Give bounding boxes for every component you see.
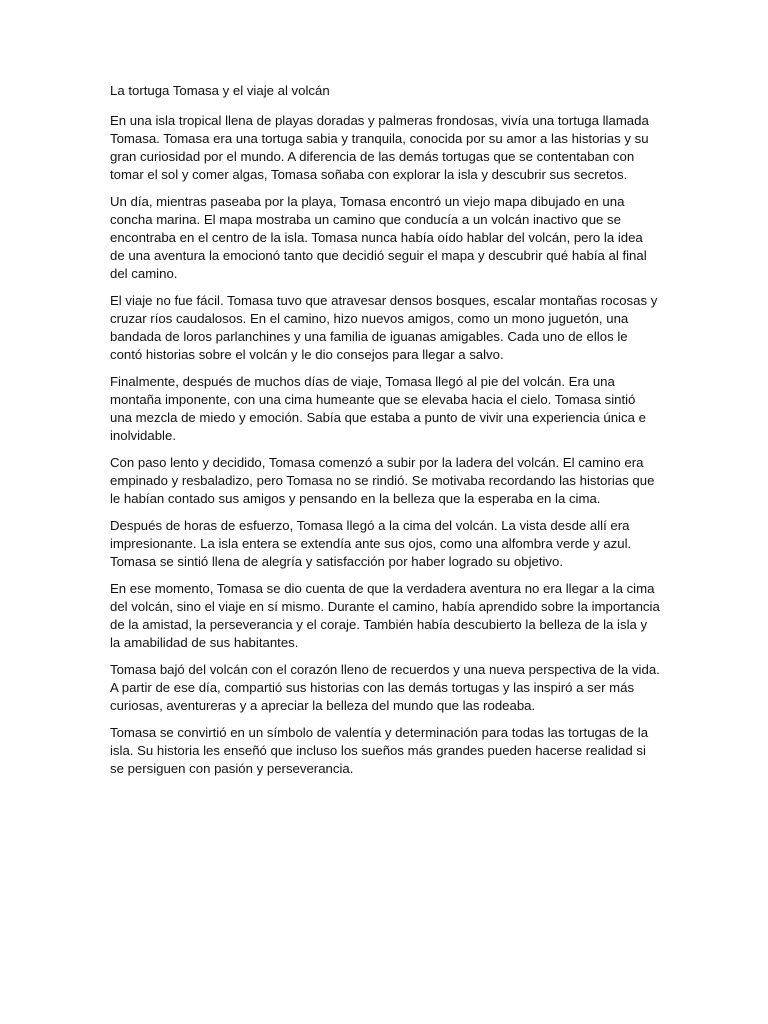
paragraph-5: Con paso lento y decidido, Tomasa comenzó a subir por la ladera del volcán. El camino era empinado y resbaladizo, pero Tomasa no se rindió. Se motivaba recordando las historias que le habían contado sus amigos y pensando en la belleza que la esperaba en la cima. <box>110 455 655 506</box>
paragraph-2: Un día, mientras paseaba por la playa, Tomasa encontró un viejo mapa dibujado en una concha marina. El mapa mostraba un camino que conducía a un volcán inactivo que se encontraba en el centro de la isla. Tomasa nunca había oído hablar del volcán, pero la idea de una aventura la emocionó tanto que decidió seguir el mapa y descubrir qué había al final del camino. <box>110 194 647 281</box>
paragraph-1: En una isla tropical llena de playas doradas y palmeras frondosas, vivía una tortuga llamada Tomasa. Tomasa era una tortuga sabia y tranquila, conocida por su amor a las historias y su gran curiosidad por el mundo. A diferencia de las demás tortugas que se contentaban con tomar el sol y comer algas, Tomasa soñaba con explorar la isla y descubrir sus secretos. <box>110 113 649 182</box>
paragraph-8: Tomasa bajó del volcán con el corazón lleno de recuerdos y una nueva perspectiva de la vida. A partir de ese día, compartió sus historias con las demás tortugas y las inspiró a ser más curiosas, aventureras y a apreciar la belleza del mundo que las rodeaba. <box>110 662 660 713</box>
document-page <box>110 82 660 787</box>
paragraph-9: Tomasa se convirtió en un símbolo de valentía y determinación para todas las tortugas de la isla. Su historia les enseñó que incluso los sueños más grandes pueden hacerse realidad si se persiguen con pasión y perseverancia. <box>110 725 649 776</box>
paragraph-6: Después de horas de esfuerzo, Tomasa llegó a la cima del volcán. La vista desde allí era impresionante. La isla entera se extendía ante sus ojos, como una alfombra verde y azul. Tomasa se sintió llena de alegría y satisfacción por haber logrado su objetivo. <box>110 518 632 569</box>
paragraph-7: En ese momento, Tomasa se dio cuenta de que la verdadera aventura no era llegar a la cima del volcán, sino el viaje en sí mismo. Durante el camino, había aprendido sobre la importancia de la amistad, la perseverancia y el coraje. También había descubierto la belleza de la isla y la amabilidad de sus habitantes. <box>110 581 660 650</box>
paragraph-4: Finalmente, después de muchos días de viaje, Tomasa llegó al pie del volcán. Era una montaña imponente, con una cima humeante que se elevaba hacia el cielo. Tomasa sintió una mezcla de miedo y emoción. Sabía que estaba a punto de vivir una experiencia única e inolvidable. <box>110 374 646 443</box>
document-title: La tortuga Tomasa y el viaje al volcán <box>110 83 330 98</box>
paragraph-3: El viaje no fue fácil. Tomasa tuvo que atravesar densos bosques, escalar montañas rocosas y cruzar ríos caudalosos. En el camino, hizo nuevos amigos, como un mono juguetón, una bandada de loros parlanchines y una familia de iguanas amigables. Cada uno de ellos le contó historias sobre el volcán y le dio consejos para llegar a salvo. <box>110 293 658 362</box>
